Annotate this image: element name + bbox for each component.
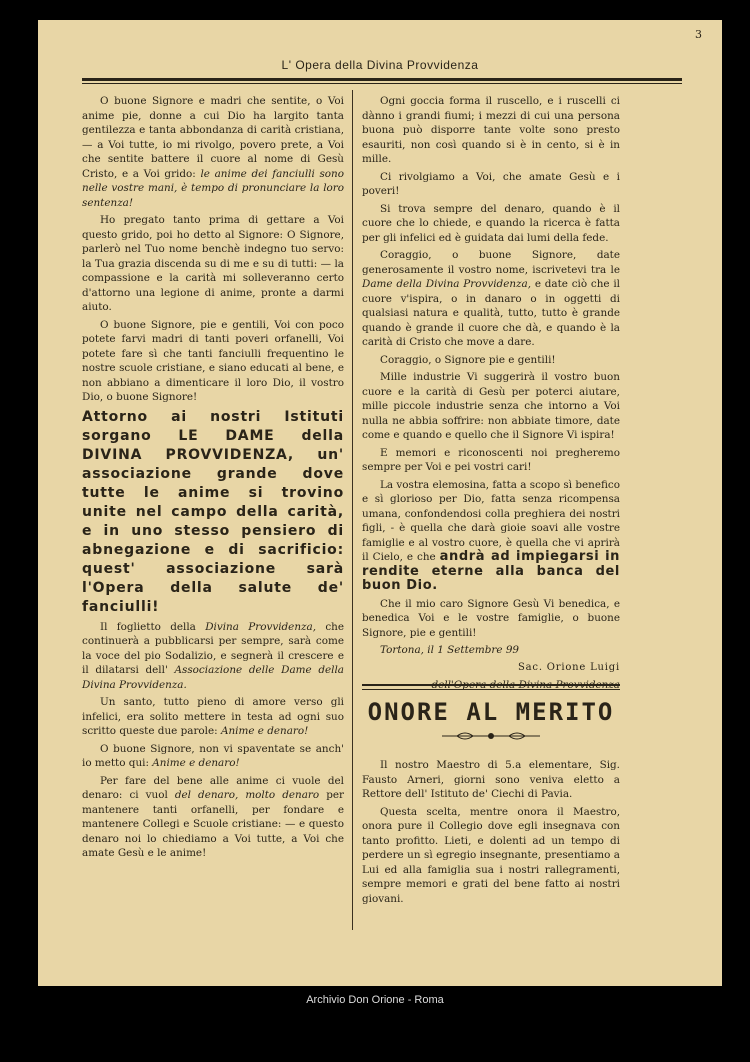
onore-section (362, 758, 620, 909)
paragraph: E memori e riconoscenti noi pregheremo sempre per Voi e pei vostri cari! (362, 446, 620, 473)
paragraph: Coraggio, o buone Signore, date generosamente il vostro nome, iscrivetevi tra le Dame della Divina Provvidenza, e date ciò che il cuore v'ispira, o in danaro o in oggetti di qualsiasi natura e qualità, tutto, tutto è grande quando è grande il cuore che dà, e quando è la carità di Cristo che move a dare. (362, 249, 620, 348)
section-rule (362, 684, 620, 686)
paragraph: Si trova sempre del denaro, quando è il cuore che lo chiede, e quando la ricerca è fatta per gli infelici ed è guidata dai lumi della fede. (362, 202, 620, 244)
paragraph: Ci rivolgiamo a Voi, che amate Gesù e i poveri! (362, 170, 620, 197)
paragraph: O buone Signore e madri che sentite, o Voi anime pie, donne a cui Dio ha largito tanta gentilezza e tanta abbondanza di carità cristiana, — a Voi tutte, io mi rivolgo, povero prete, a Voi che sentite battere il cuore al nome di Gesù Cristo, e a Voi grido: le anime dei fanciulli sono nelle vostre mani, è tempo di pronunciare la loro sentenza! (82, 95, 345, 209)
column-divider (352, 90, 353, 930)
page-number: 3 (695, 28, 702, 41)
paragraph: Il foglietto della Divina Provvidenza, che continuerà a pubblicarsi per sempre, sarà come la voce del pio Sodalizio, e segnerà il crescere e il dilatarsi dell' Associazione delle Dame della Divina Provvidenza. (82, 620, 344, 691)
signature-organization: dell'Opera della Divina Provvidenza (431, 679, 620, 691)
paragraph: La vostra elemosina, fatta a scopo sì benefico e sì glorioso per Dio, fatta senza ricompensa umana, confondendosi colla preghiera dei nostri figli, - è quella che darà gioie soavi alle vostre famiglie e al vostro cuore, è quella che vi aprirà il Cielo, e che andrà ad impiegarsi in rendite eterne alla banca del buon Dio. (362, 478, 620, 593)
paragraph: Il nostro Maestro di 5.a elementare, Sig. Fausto Arneri, giorni sono veniva eletto a Rettore dell' Istituto de' Ciechi di Pavia. (362, 759, 620, 800)
paragraph: Questa scelta, mentre onora il Maestro, onora pure il Collegio dove egli insegnava con tanto profitto. Lieti, e dolenti ad un tempo di perdere un sì egregio insegnante, presentiamo a Lui ed alla famiglia sua i nostri rallegramenti, sempre memori e grati del bene fatto ai nostri giovani. (362, 805, 620, 905)
paragraph: Ogni goccia forma il ruscello, e i ruscelli ci dànno i grandi fiumi; i mezzi di cui una persona buona può disporre tante volte sono presto esauriti, non così quando si è in cento, si è in mille. (362, 95, 620, 165)
newspaper-page (38, 20, 722, 986)
paragraph: Che il mio caro Signore Gesù Vi benedica, e benedica Voi e le vostre famiglie, o buone Signore, pie e gentili! (362, 597, 620, 639)
paragraph: Coraggio, o Signore pie e gentili! (380, 353, 556, 366)
paragraph: Per fare del bene alle anime ci vuole del denaro: ci vuol del denaro, molto denaro per mantenere tanti orfanelli, per fondare e mantenere Collegi e Scuole cristiane: — e questo denaro noi lo chiediamo a Voi tutte, a Voi che amate Gesù e le anime! (82, 774, 344, 859)
signature-place-date: Tortona, il 1 Settembre 99 (380, 644, 520, 656)
ornament-divider (362, 730, 620, 742)
bold-announcement: Attorno ai nostri Istituti sorgano LE DAME della DIVINA PROVVIDENZA, un' associazione grande dove tutte le anime si trovino unite nel campo della carità, e in uno stesso pensiero di abnegazione e di sacrificio: quest' associazione sarà l'Opera della salute de' fanciulli! (82, 408, 344, 615)
header-rule-thin (82, 83, 682, 84)
paragraph: Mille industrie Vi suggerirà il vostro buon cuore e la carità di Gesù per poterci aiutare, mille piccole industrie senza che intorno a Voi nulla ne abbia soffrire: non abbiate timore, date come e quando e quello che il Signore Vi ispira! (362, 371, 620, 441)
signature-name: Sac. Orione Luigi (518, 661, 620, 673)
paragraph: O buone Signore, pie e gentili, Voi con poco potete farvi madri di tanti poveri orfanelli, Voi potete fare sì che tanti fanciulli frequentino le nostre scuole cristiane, e siano educati al bene, e non abbiano a dimenticare il loro Dio, il vostro Dio, o buone Signore! (82, 318, 344, 403)
page-header-title: L' Opera della Divina Provvidenza (281, 58, 479, 72)
archive-caption: Archivio Don Orione - Roma (306, 994, 444, 1006)
left-column (82, 94, 344, 864)
section-rule-thin (362, 689, 620, 690)
right-column (362, 94, 620, 696)
section-title: ONORE AL MERITO (367, 698, 615, 726)
header-rule (82, 78, 682, 81)
paragraph: O buone Signore, non vi spaventate se anch' io metto qui: Anime e denaro! (82, 742, 344, 769)
paragraph: Ho pregato tanto prima di gettare a Voi questo grido, poi ho detto al Signore: O Signore, parlerò nel Tuo nome benchè indegno tuo servo: la Tua grazia discenda su di me e su di tutti: — la compassione e la carità mi solleveranno certo d'attorno una legione di anime, pronte a darmi aiuto. (82, 214, 344, 313)
paragraph: Un santo, tutto pieno di amore verso gli infelici, era solito mettere in testa ad ogni suo scritto queste due parole: Anime e denaro! (82, 696, 344, 737)
